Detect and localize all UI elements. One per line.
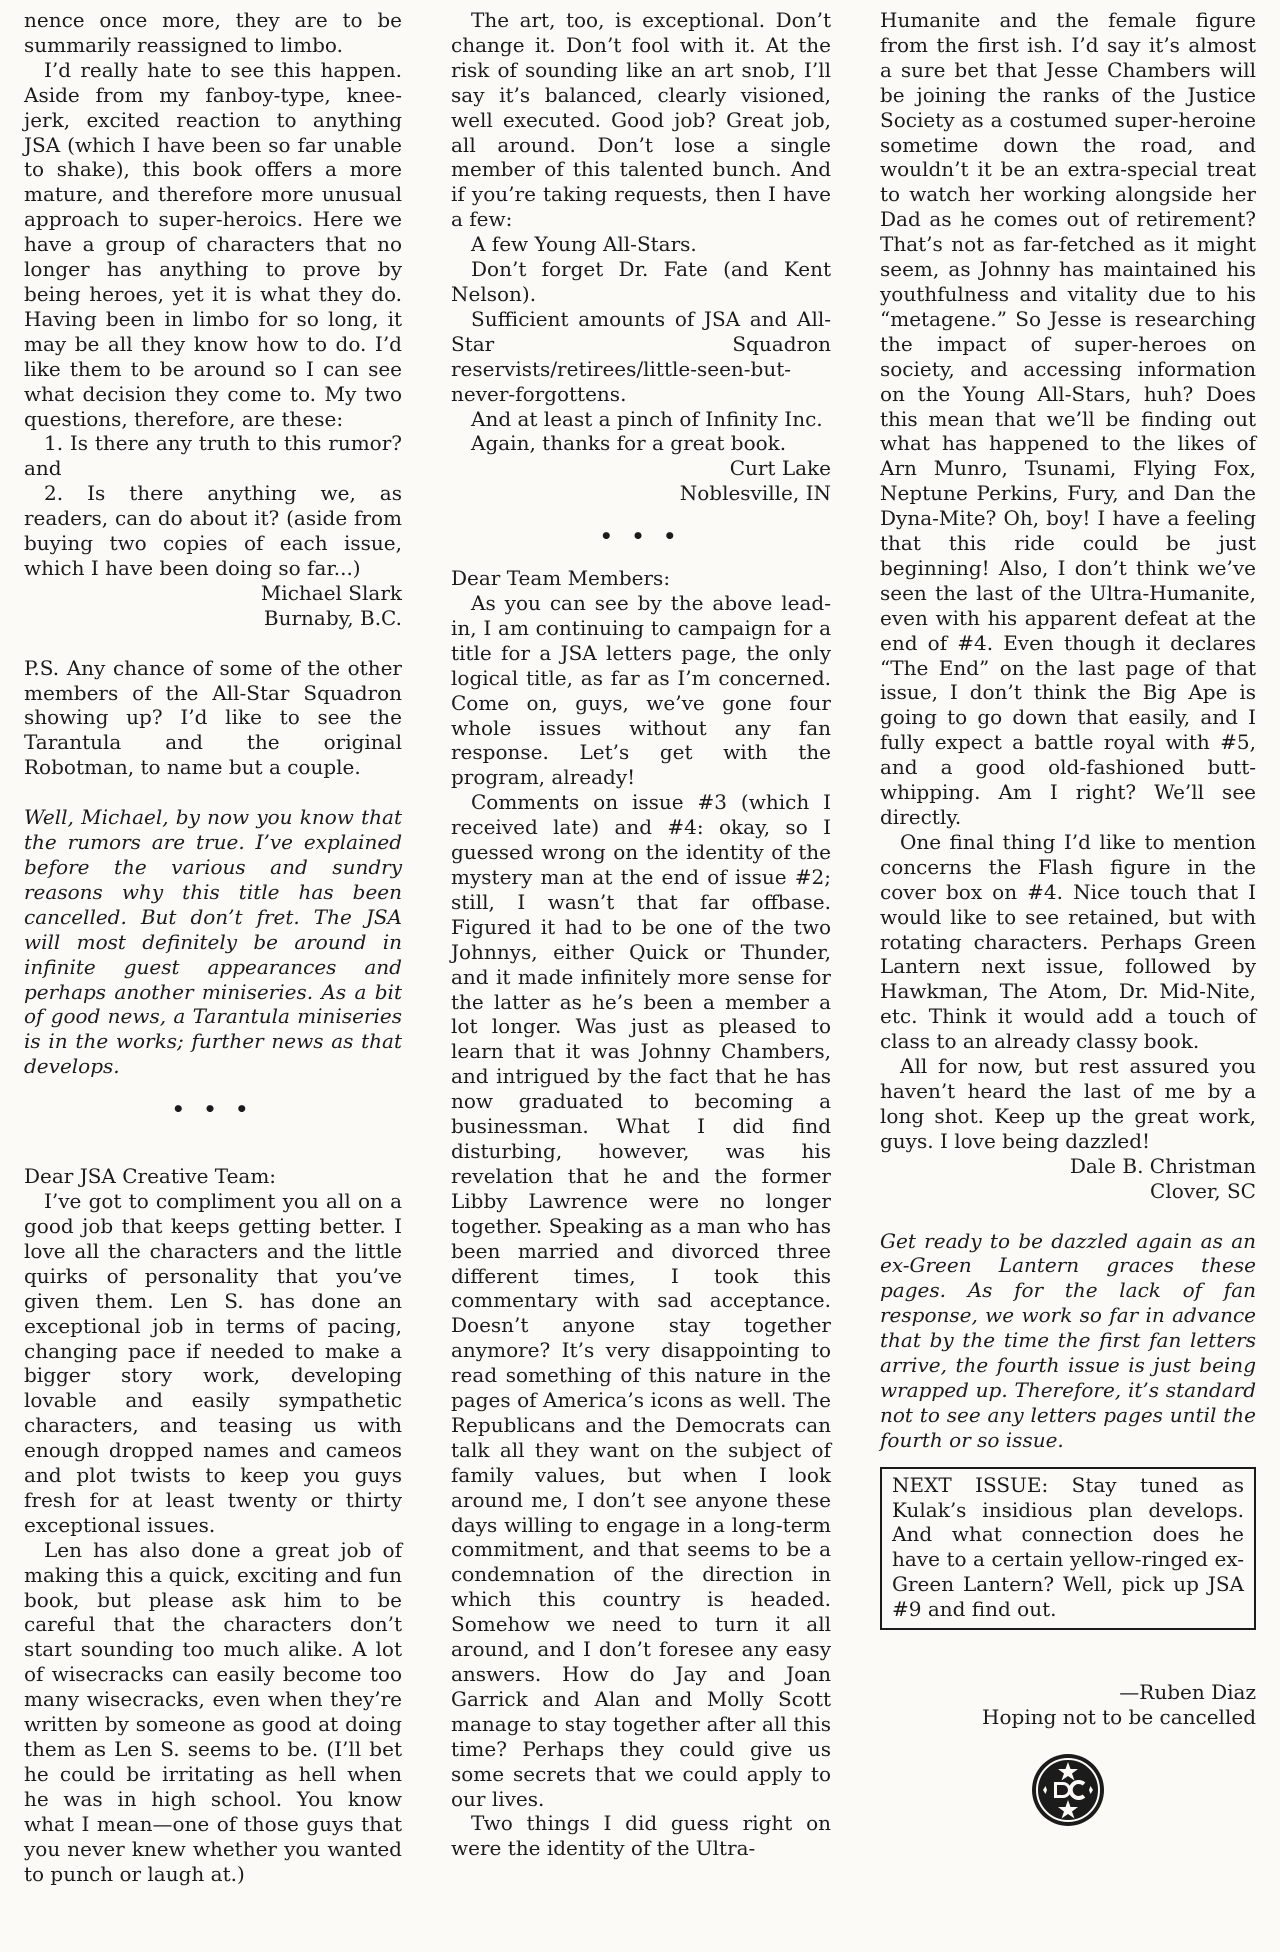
signature-name: Dale B. Christman xyxy=(1069,1153,1256,1178)
spacer xyxy=(24,1139,402,1164)
next-issue-text: NEXT ISSUE: Stay tuned as Kulak’s insidious plan develops. And what connection does he have to a certain yellow-ringed ex-Green Lantern? Well, pick up JSA #9 and find out. xyxy=(892,1472,1244,1622)
signature-place: Clover, SC xyxy=(1150,1178,1256,1203)
next-issue-box xyxy=(880,1467,1256,1630)
spacer xyxy=(880,1630,1256,1680)
salutation: Dear Team Members: xyxy=(451,566,671,591)
publisher-emblem xyxy=(880,1752,1256,1834)
signature-place: Burnaby, B.C. xyxy=(263,605,402,630)
signature-name: Curt Lake xyxy=(729,456,831,481)
spacer xyxy=(24,780,402,805)
request-item: Don’t forget Dr. Fate (and Kent Nelson). xyxy=(451,257,831,306)
paragraph: As you can see by the above lead-in, I am continuing to campaign for a title for a JSA letters page, the only logical title, as far as I’m concerned. Come on, guys, we’ve gone four whole issues without any fan response. Let’s get with the program, already! xyxy=(451,591,831,790)
paragraph: nence once more, they are to be summarily reassigned to limbo. xyxy=(24,8,402,57)
credit-name: —Ruben Diaz xyxy=(1119,1680,1256,1705)
section-separator: • • • xyxy=(599,524,683,549)
paragraph: I’d really hate to see this happen. Aside from my fanboy-type, knee-jerk, excited reaction to anything JSA (which I have been so far unable to shake), this book offers a more mature, and therefore more unusual approach to super-heroics. Here we have a group of characters that no longer has anything to prove by being heroes, yet it is what they do. Having been in limbo for so long, it may be all they know how to do. I’d like them to be around so I can see what decision they come to. My two questions, therefore, are these: xyxy=(24,57,402,431)
column-2 xyxy=(451,8,831,1861)
section-separator: • • • xyxy=(171,1097,255,1122)
spacer xyxy=(24,631,402,656)
question-2: 2. Is there anything we, as readers, can do about it? (aside from buying two copies of each issue, which I have been doing so far...) xyxy=(24,481,402,580)
editor-reply: Get ready to be dazzled again as an ex-Green Lantern graces these pages. As for the lack of fan response, we work so far in advance that by the time the first fan letters arrive, the fourth issue is just being wrapped up. Therefore, it’s standard not to see any letters pages until the fourth or so issue. xyxy=(880,1228,1256,1452)
column-1 xyxy=(24,8,402,1886)
credit-note: Hoping not to be cancelled xyxy=(982,1705,1256,1729)
paragraph: The art, too, is exceptional. Don’t change it. Don’t fool with it. At the risk of sounding like an art snob, I’ll say it’s balanced, clearly visioned, well executed. Good job? Great job, all around. Don’t lose a single member of this talented bunch. And if you’re taking requests, then I have a few: xyxy=(451,8,831,232)
paragraph: Again, thanks for a great book. xyxy=(471,431,787,456)
paragraph: One final thing I’d like to mention concerns the Flash figure in the cover box on #4. Nice touch that I would like to see retained, but with rotating characters. Perhaps Green Lantern next issue, followed by Hawkman, The Atom, Dr. Mid-Nite, etc. Think it would add a touch of class to an already classy book. xyxy=(880,829,1256,1054)
dc-bullet-icon xyxy=(1030,1752,1106,1828)
paragraph: Len has also done a great job of making this a quick, exciting and fun book, but please ask him to be careful that the characters don’t start sounding too much alike. A lot of wisecracks can easily become too many wisecracks, even when they’re written by someone as good at doing them as Len S. seems to be. (I’ll bet he could be irritating as hell when he was in high school. You know what I mean—one of those guys that you never knew whether you wanted to punch or laugh at.) xyxy=(24,1537,402,1886)
paragraph: Humanite and the female figure from the first ish. I’d say it’s almost a sure bet that Jesse Chambers will be joining the ranks of the Justice Society as a costumed super-heroine sometime down the road, and wouldn’t it be an extra-special treat to watch her working alongside her Dad as he comes out of retirement? That’s not as far-fetched as it might seem, as Johnny has maintained his youthfulness and vitality due to his “metagene.” So Jesse is researching the impact of super-heroes on society, and accessing information on the Young All-Stars, huh? Does this mean that we’ll be finding out what has happened to the likes of Arn Munro, Tsunami, Flying Fox, Neptune Perkins, Fury, and Dan the Dyna-Mite? Oh, boy! I have a feeling that this ride could be just beginning! Also, I don’t think we’ve seen the last of the Ultra-Humanite, even with his apparent defeat at the end of #4. Even though it declares “The End” on the last page of that issue, I don’t think the Big Ape is going to go down that easily, and I fully expect a battle royal with #5, and a good old-fashioned butt-whipping. Am I right? We’ll see directly. xyxy=(880,8,1256,829)
request-item: Sufficient amounts of JSA and All-Star Squadron reservists/retirees/little-seen-but-never-forgottens. xyxy=(451,306,831,406)
question-1: 1. Is there any truth to this rumor? and xyxy=(24,431,402,481)
paragraph: All for now, but rest assured you haven’t heard the last of me by a long shot. Keep up the great work, guys. I love being dazzled! xyxy=(880,1054,1256,1153)
salutation: Dear JSA Creative Team: xyxy=(24,1164,277,1189)
signature-place: Noblesville, IN xyxy=(679,481,831,506)
request-item: And at least a pinch of Infinity Inc. xyxy=(471,406,823,431)
request-item: A few Young All-Stars. xyxy=(471,232,697,257)
paragraph: I’ve got to compliment you all on a good job that keeps getting better. I love all the characters and the little quirks of personality that you’ve given them. Len S. has done an exceptional job in terms of pacing, changing pace if needed to make a bigger story work, developing lovable and easily sympathetic characters, and teasing us with enough dropped names and cameos and plot twists to keep you guys fresh for at least twenty or thirty exceptional issues. xyxy=(24,1189,402,1537)
postscript: P.S. Any chance of some of the other members of the All-Star Squadron showing up? I’d like to see the Tarantula and the original Robotman, to name but a couple. xyxy=(24,655,402,780)
column-3 xyxy=(880,8,1256,1834)
paragraph: Two things I did guess right on were the identity of the Ultra- xyxy=(451,1811,831,1861)
spacer xyxy=(880,1204,1256,1229)
paragraph: Comments on issue #3 (which I received late) and #4: okay, so I guessed wrong on the identity of the mystery man at the end of issue #2; still, I wasn’t that far offbase. Figured it had to be one of the two Johnnys, either Quick or Thunder, and it made infinitely more sense for the latter as he’s been a member a lot longer. Was just as pleased to learn that it was Johnny Chambers, and intrigued by the fact that he has now graduated to becoming a businessman. What I did find disturbing, however, was his revelation that he and the former Libby Lawrence were no longer together. Speaking as a man who has been married and divorced three different times, I took this commentary with sad acceptance. Doesn’t anyone stay together anymore? It’s very disappointing to read something of this nature in the pages of America’s icons as well. The Republicans and the Democrats can talk all they want on the subject of family values, but when I look around me, I don’t see anyone these days willing to engage in a long-term commitment, and that seems to be a condemnation of the direction in which this country is headed. Somehow we need to turn it all around, and I don’t foresee any easy answers. How do Jay and Joan Garrick and Alan and Molly Scott manage to stay together after all this time? Perhaps they could give us some secrets that we could apply to our lives. xyxy=(451,790,831,1811)
signature-name: Michael Slark xyxy=(260,580,402,605)
editor-reply: Well, Michael, by now you know that the rumors are true. I’ve explained before the various and sundry reasons why this title has been cancelled. But don’t fret. The JSA will most definitely be around in infinite guest appearances and perhaps another miniseries. As a bit of good news, a Tarantula miniseries is in the works; further news as that develops. xyxy=(24,805,402,1079)
